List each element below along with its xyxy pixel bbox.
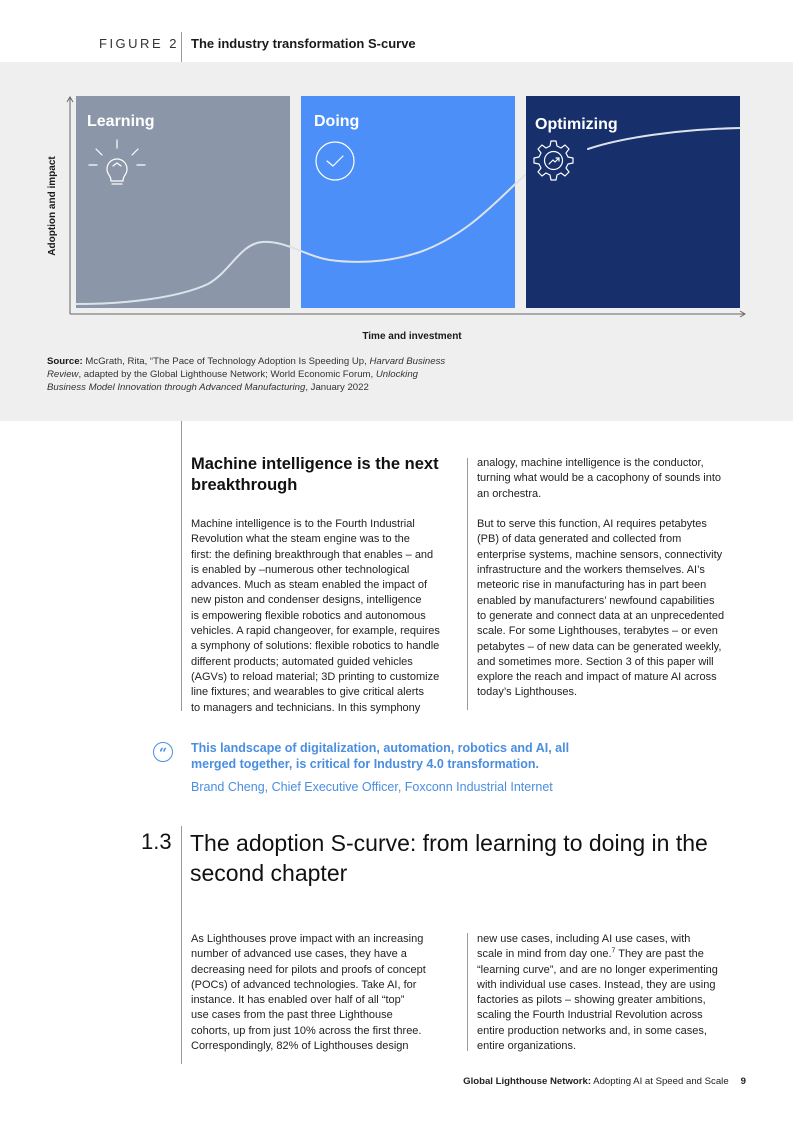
body-column-4 [477,932,747,1054]
section-title: The adoption S-curve: from learning to doing in the second chapter [190,830,708,886]
stage-label-learning: Learning [87,113,155,130]
body-text: They are past the “learning curve”, and are no longer experimenting with individual use cases. Instead, they are using factories as pilots – showing greater ambitions, scaling the Fourth Industrial Revolution across entire production networks and, in some cases, entire organizations. [477,948,718,1053]
body-column-3: As Lighthouses prove impact with an increasing number of advanced use cases, they have a decreasing need for pilots and proofs of concept (POCs) of advanced technologies. Take AI, for instance. It has enabled over half of all “top” use cases from the past three Lighthouse cohorts, up from just 10% across the first three. Correspondingly, 82% of Lighthouses design [191,933,426,1053]
left-margin-rule [181,421,182,711]
source-label: Source: [47,356,83,367]
footnote-ref: 7 [611,947,616,955]
quote-attribution: Brand Cheng, Chief Executive Officer, Foxconn Industrial Internet [191,780,553,794]
source-text: McGrath, Rita, “The Pace of Technology Adoption Is Speeding Up, [82,356,370,367]
figure-source [47,355,447,394]
s-curve-chart [0,62,793,352]
page-number: 9 [740,1076,746,1087]
section-heading: Machine intelligence is the next breakthrough [191,455,439,494]
pull-quote: This landscape of digitalization, automation, robotics and AI, all merged together, is critical for Industry 4.0 transformation. [191,741,570,771]
body-column-2: analogy, machine intelligence is the conductor, turning what would be a cacophony of sounds into an orchestra. But to serve this function, AI requires petabytes (PB) of data generated and collected from enterprise systems, machine sensors, connectivity infrastructure and the workers themselves. AI’s meteoric rise in manufacturing has in part been enabled by manufacturers’ newfound capabilities to generate and connect data at an unprecedented scale. For some Lighthouses, terabytes – or even petabytes – of new data can be generated weekly, and sometimes more. Section 3 of this paper will explore the reach and impact of mature AI across today’s Lighthouses. [477,457,725,699]
page-footer [463,1076,746,1087]
y-axis-label: Adoption and impact [47,156,58,256]
figure-panel [0,62,793,421]
body-column-1: Machine intelligence is to the Fourth Industrial Revolution what the steam engine was to the first: the defining breakthrough that enables – and is enabled by –numerous other technological advances. Much as steam enabled the impact of new piston and condenser designs, intelligence is empowering flexible robotics and autonomous vehicles. A rapid changeover, for example, requires a symphony of solutions: flexible robotics to handle different products; automated guided vehicles (AGVs) to reload material; 3D printing to customize line fixtures; and wearables to give critical alerts to managers and technicians. In this symphony [191,518,440,714]
body-text: new use cases, including AI use cases, with scale in mind from day one. [477,933,691,961]
section-number: 1.3 [141,829,172,854]
source-text: , January 2022 [305,382,369,393]
quote-icon: “ [153,742,173,762]
stage-label-doing: Doing [314,113,360,130]
section-rule [181,826,182,1064]
x-axis-label: Time and investment [362,331,462,342]
footer-publication: Global Lighthouse Network: [463,1076,592,1087]
figure-header-divider [181,32,182,62]
stage-label-optimizing: Optimizing [535,116,618,133]
column-divider [467,933,468,1051]
footer-subtitle: Adopting AI at Speed and Scale [591,1076,729,1087]
source-report-title: Unlocking Business Model Innovation through Advanced Manufacturing [47,369,418,393]
source-text: , adapted by the Global Lighthouse Network; World Economic Forum, [78,369,376,380]
source-journal: Harvard Business Review [47,356,446,380]
figure-label: FIGURE 2 [99,36,179,51]
column-divider [467,458,468,710]
figure-title: The industry transformation S-curve [191,36,416,51]
